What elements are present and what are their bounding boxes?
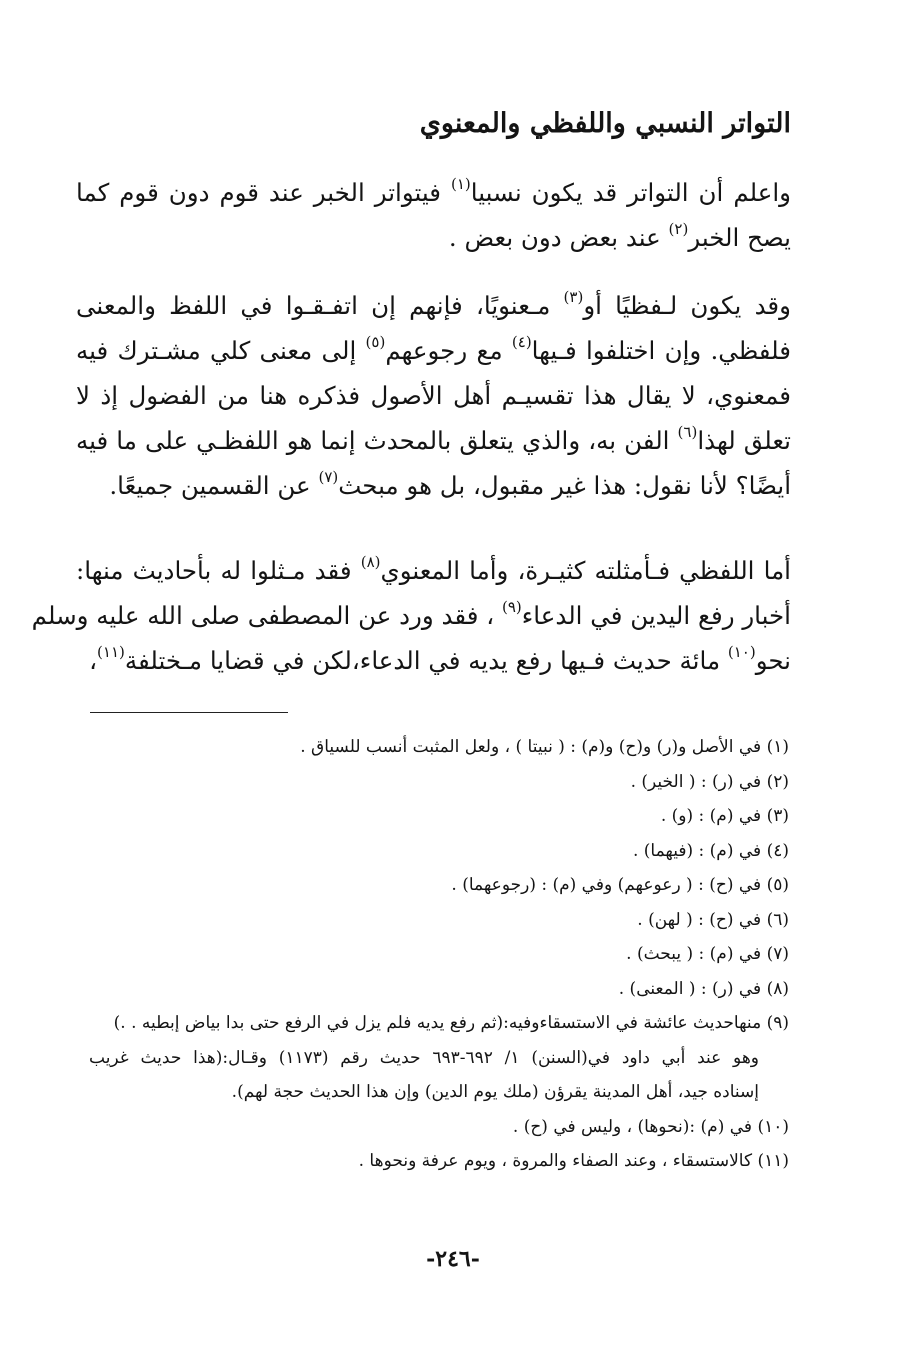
footnote-text: في (م) : (و) .: [660, 806, 762, 826]
footnote-text: في (م) : ( يبحث) .: [626, 944, 762, 964]
footnote-continuation: [89, 1041, 789, 1076]
footnote: [89, 972, 789, 1007]
page-number: -٢٤٦-: [426, 1246, 480, 1272]
footnote-marker: (٤): [511, 333, 532, 351]
footnote-number: (٢): [766, 771, 789, 792]
footnote-text: في (م) : (فيهما) .: [632, 840, 762, 861]
text-run: مـعنويًا، فإنهم إن اتفـقـوا في اللفظ والمعنى: [76, 291, 564, 320]
text-line: [76, 418, 791, 463]
footnote: [89, 903, 789, 938]
footnote-number: (٥): [766, 875, 789, 895]
footnote-number: (٨): [766, 978, 789, 999]
footnote-number: (٦): [766, 909, 789, 930]
text-run: فيتواتر الخبر عند قوم دون قوم كما: [76, 178, 451, 207]
text-run: عند بعض دون بعض .: [448, 223, 669, 252]
footnote-text: إسناده جيد، أهل المدينة يقرؤن (ملك يوم الدين) وإن هذا الحديث حجة لهم).: [231, 1082, 759, 1102]
footnote-text: كالاستسقاء ، وعند الصفاء والمروة ، ويوم عرفة ونحوها .: [358, 1151, 753, 1171]
footnote-marker: (٦): [677, 423, 698, 441]
footnote-marker: (٧): [318, 468, 339, 486]
footnote-number: (٤): [766, 840, 789, 861]
text-run: فمعنوي، لا يقال هذا تقسيـم أهل الأصول فذكره هنا من الفضول إذ لا: [76, 381, 791, 410]
footnote-text: في (ح) : ( لهن) .: [637, 909, 762, 930]
footnote-number: (١): [766, 737, 789, 757]
footnote-marker: (١): [450, 175, 471, 193]
footnote: [89, 937, 789, 972]
footnote-text: في (م) :(نحوها) ، وليس في (ح) .: [512, 1116, 753, 1137]
section-heading: التواتر النسبي واللفظي والمعنوي: [419, 108, 791, 139]
text-run: ،: [89, 646, 98, 675]
footnote-marker: (٩): [501, 598, 522, 616]
footnote-marker: (١٠): [727, 643, 756, 661]
footnote: [89, 1006, 789, 1041]
text-run: عن القسمين جميعًا.: [109, 471, 319, 500]
footnote: [89, 834, 789, 869]
text-run: واعلم أن التواتر قد يكون نسبيا: [470, 178, 791, 207]
paragraph: [76, 283, 791, 508]
text-line: [76, 328, 791, 373]
text-line: [76, 215, 791, 260]
footnotes: [89, 730, 789, 1179]
paragraph: [76, 170, 791, 260]
footnote-number: (٩): [766, 1013, 789, 1033]
text-line: [76, 283, 791, 328]
footnote-continuation: [89, 1075, 789, 1110]
text-run: أخبار رفع اليدين في الدعاء: [521, 601, 791, 630]
text-run: فلفظي. وإن اختلفوا فـيها: [531, 336, 792, 365]
text-run: مع رجوعهم: [385, 336, 512, 365]
footnote-text: في الأصل و(ر) و(ح) و(م) : ( نبيتا ) ، ولعل المثبت أنسب للسياق .: [300, 737, 762, 757]
text-run: تعلق لهذا: [697, 426, 791, 455]
text-run: يصح الخبر: [688, 223, 791, 252]
text-line: [76, 373, 791, 418]
footnote-marker: (٣): [563, 288, 584, 306]
footnote-text: وهو عند أبي داود في(السنن) ١/ ٦٩٢-٦٩٣ حديث رقم (١١٧٣) وقـال:(هذا حديث غريب: [89, 1047, 759, 1068]
text-run: الفن به، والذي يتعلق بالمحدث إنما هو اللفظـي على ما فيه: [76, 426, 678, 455]
text-run: فقد مـثلوا له بأحاديث منها:: [76, 556, 361, 585]
text-run: ، فقد ورد عن المصطفى صلى الله عليه وسلم: [31, 601, 502, 630]
footnote-marker: (٨): [360, 553, 381, 571]
text-run: وقد يكون لـفظيًا أو: [583, 291, 791, 320]
footnote-marker: (١١): [97, 643, 125, 661]
footnote-text: في (ر) : ( المعنى) .: [618, 978, 762, 999]
footnote: [89, 1110, 789, 1145]
text-line: [76, 170, 791, 215]
text-line: [76, 548, 791, 593]
text-run: مائة حديث فـيها رفع يديه في الدعاء،لكن في قضايا مـختلفة: [124, 646, 728, 675]
text-run: إلى معنى كلي مشـترك فيه: [76, 336, 366, 365]
footnote-separator-rule: [90, 712, 288, 713]
footnote: [89, 799, 789, 834]
footnote: [89, 1144, 789, 1179]
footnote-text: منهاحديث عائشة في الاستسقاءوفيه:(ثم رفع يديه فلم يزل في الرفع حتى بدا بياض إبطيه . .): [113, 1013, 762, 1033]
footnote-marker: (٥): [365, 333, 386, 351]
footnote-marker: (٢): [668, 220, 689, 238]
footnote-number: (٣): [766, 806, 789, 826]
footnote: [89, 868, 789, 903]
footnote-number: (١٠): [757, 1116, 789, 1137]
footnote-text: في (ر) : ( الخير) .: [630, 771, 762, 792]
footnote: [89, 730, 789, 765]
text-run: نحو: [755, 646, 791, 675]
footnote-text: في (ح) : ( رعوعهم) وفي (م) : (رجوعهما) .: [451, 875, 762, 895]
text-line: [76, 638, 791, 683]
text-line: [76, 463, 791, 508]
footnote-number: (٧): [766, 944, 789, 964]
paragraph: [31, 548, 791, 683]
footnote: [89, 765, 789, 800]
text-run: أما اللفظي فـأمثلته كثيـرة، وأما المعنوي: [380, 556, 791, 585]
text-run: أيضًا؟ لأنا نقول: هذا غير مقبول، بل هو مبحث: [338, 471, 791, 500]
footnote-number: (١١): [757, 1151, 789, 1171]
text-line: [31, 593, 791, 638]
